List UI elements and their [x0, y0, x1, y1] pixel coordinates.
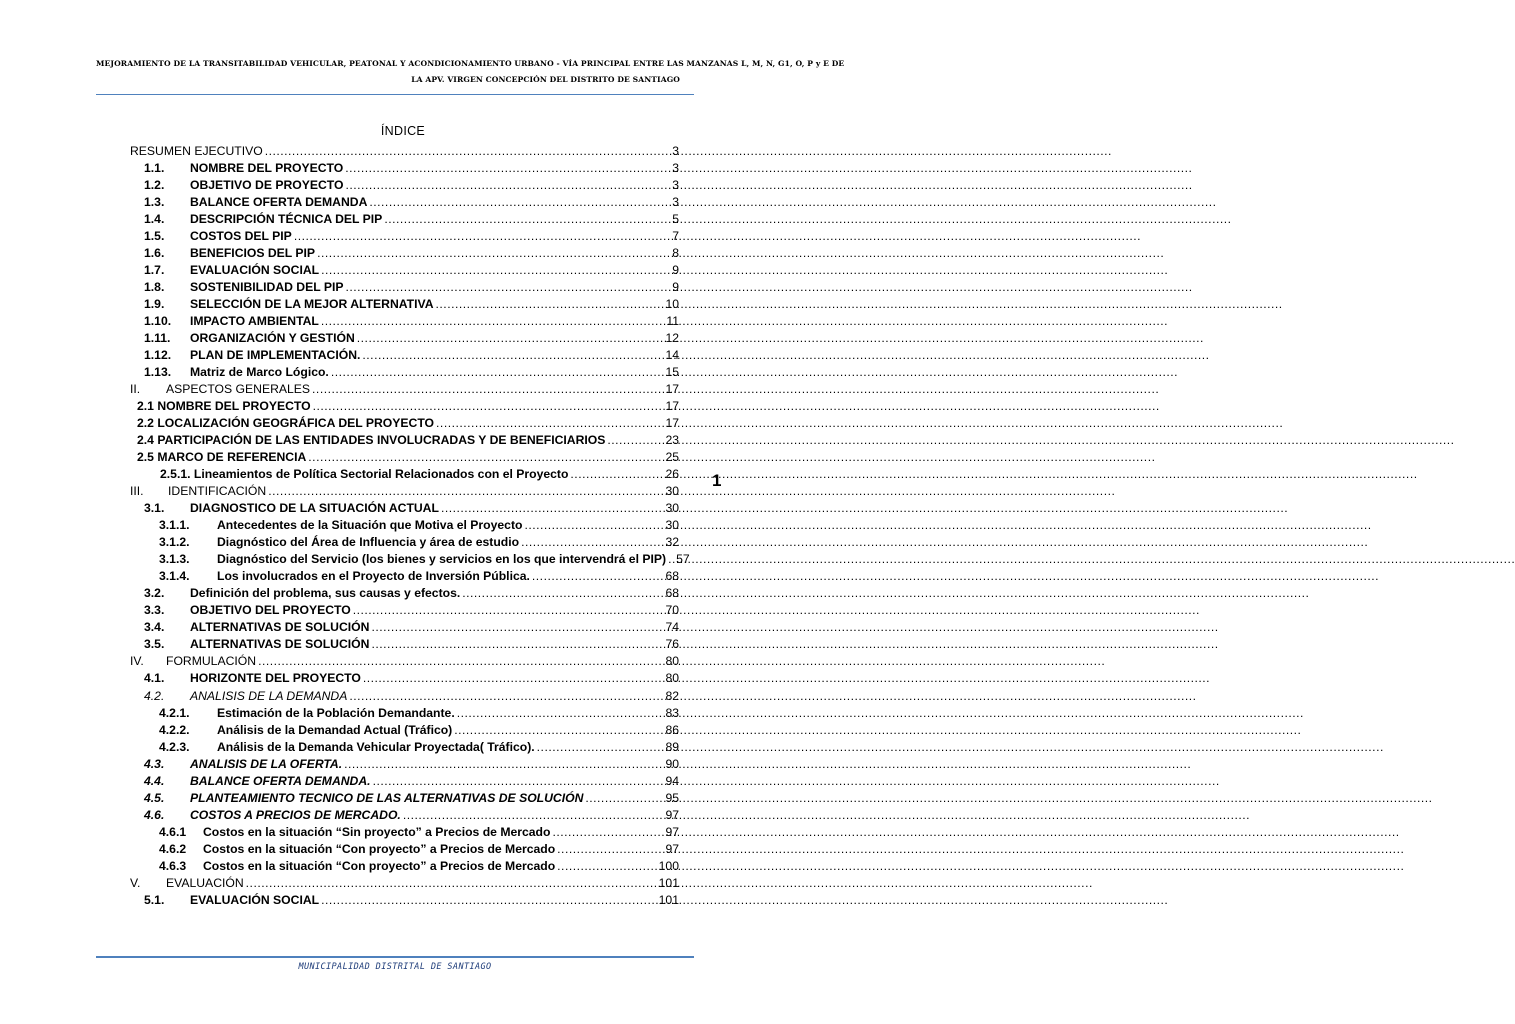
toc-entry[interactable]	[130, 790, 679, 807]
toc-entry-title: PLANTEAMIENTO TECNICO DE LAS ALTERNATIVAS DE SOLUCIÓN	[190, 790, 584, 805]
toc-entry-page: 101	[658, 875, 679, 890]
toc-entry-page: 17	[665, 399, 679, 414]
toc-entry-title: 2.1 NOMBRE DEL PROYECTO	[137, 399, 311, 414]
toc-entry[interactable]	[130, 432, 679, 449]
toc-entry-number: 3.2.	[144, 586, 165, 601]
toc-entry[interactable]	[130, 670, 679, 687]
toc-entry-title: COSTOS DEL PIP	[190, 229, 292, 244]
toc-entry-number: 4.6.3	[159, 858, 187, 873]
toc-entry-page: 94	[665, 773, 679, 788]
toc-entry[interactable]	[130, 517, 679, 534]
toc-entry[interactable]	[130, 347, 679, 364]
toc-entry-page: 83	[665, 705, 679, 720]
toc-entry-title: HORIZONTE DEL PROYECTO	[190, 671, 361, 686]
toc-dot-leader	[371, 619, 663, 636]
toc-entry[interactable]	[130, 330, 679, 347]
toc-entry[interactable]	[130, 534, 679, 551]
toc-dot-leader	[312, 381, 663, 398]
toc-entry-number: 5.1.	[144, 892, 165, 907]
toc-entry[interactable]	[130, 483, 679, 500]
toc-dot-leader	[353, 602, 664, 619]
toc-entry-title: ORGANIZACIÓN Y GESTIÓN	[190, 331, 355, 346]
toc-entry-page: 74	[665, 620, 679, 635]
toc-dot-leader	[369, 194, 670, 211]
toc-entry-page: 10	[665, 297, 679, 312]
toc-entry[interactable]	[130, 585, 679, 602]
toc-entry-number: 4.3.	[144, 756, 165, 771]
toc-entry-title: RESUMEN EJECUTIVO	[130, 144, 263, 158]
toc-dot-leader	[457, 705, 664, 722]
toc-entry-title: NOMBRE DEL PROYECTO	[190, 161, 344, 176]
toc-entry-title: SOSTENIBILIDAD DEL PIP	[190, 280, 344, 295]
toc-dot-leader	[246, 875, 657, 892]
toc-entry-page: 25	[665, 450, 679, 465]
toc-dot-leader	[321, 262, 670, 279]
toc-dot-leader	[441, 500, 664, 517]
toc-entry-page: 14	[665, 348, 679, 363]
toc-entry-number: II.	[130, 382, 141, 397]
toc-entry[interactable]	[130, 177, 679, 194]
toc-entry-number: IV.	[130, 654, 144, 669]
toc-entry-title: Matriz de Marco Lógico.	[190, 365, 329, 380]
toc-dot-leader	[265, 143, 670, 160]
toc-entry-title: IMPACTO AMBIENTAL	[190, 314, 319, 329]
toc-dot-leader	[436, 415, 663, 432]
toc-entry[interactable]	[130, 466, 679, 483]
toc-dot-leader	[362, 347, 663, 364]
toc-dot-leader	[363, 670, 664, 687]
toc-entry-page: 100	[658, 858, 679, 873]
toc-entry-page: 32	[665, 535, 679, 550]
toc-entry-page: 9	[672, 263, 679, 278]
toc-dot-leader	[454, 722, 663, 739]
index-title: ÍNDICE	[380, 124, 426, 138]
toc-entry-title: Antecedentes de la Situación que Motiva el Proyecto	[217, 518, 523, 533]
toc-entry-title: EVALUACIÓN SOCIAL	[190, 892, 320, 907]
toc-entry-title: 2.4 PARTICIPACIÓN DE LAS ENTIDADES INVOLUCRADAS Y DE BENEFICIARIOS	[137, 433, 606, 448]
toc-entry[interactable]	[130, 807, 679, 824]
toc-entry-title: ANALISIS DE LA OFERTA.	[190, 756, 343, 771]
toc-dot-leader	[331, 364, 664, 381]
toc-entry[interactable]	[130, 296, 679, 313]
toc-entry-page: 68	[665, 586, 679, 601]
toc-entry-title: EVALUACIÓN SOCIAL	[190, 263, 320, 278]
toc-dot-leader	[557, 858, 656, 875]
toc-entry-title: BALANCE OFERTA DEMANDA	[190, 195, 368, 210]
toc-dot-leader	[345, 160, 670, 177]
toc-entry-number: 4.2.2.	[159, 722, 190, 737]
toc-entry-page: 101	[658, 892, 679, 907]
toc-dot-leader	[321, 892, 657, 909]
toc-entry-number: 1.7.	[144, 263, 165, 278]
toc-entry-title: SELECCIÓN DE LA MEJOR ALTERNATIVA	[190, 297, 434, 312]
toc-entry-title: Diagnóstico del Área de Influencia y área de estudio	[217, 535, 520, 550]
toc-entry-number: 1.8.	[144, 280, 165, 295]
toc-entry-number: 3.1.1.	[159, 518, 190, 533]
toc-entry[interactable]	[130, 211, 679, 228]
table-of-contents	[130, 143, 690, 909]
toc-entry-page: 5	[672, 212, 679, 227]
toc-entry[interactable]	[130, 653, 679, 670]
toc-dot-leader	[403, 807, 664, 824]
toc-entry-page: 8	[672, 246, 679, 261]
toc-entry[interactable]	[130, 739, 679, 756]
toc-entry-title: BALANCE OFERTA DEMANDA.	[190, 773, 371, 788]
header-divider	[96, 94, 694, 95]
toc-entry[interactable]	[130, 705, 679, 722]
toc-entry-page: 57	[676, 552, 690, 567]
toc-entry-page: 97	[665, 824, 679, 839]
toc-entry-page: 90	[665, 756, 679, 771]
toc-entry-page: 80	[665, 671, 679, 686]
toc-dot-leader	[552, 824, 663, 841]
toc-entry-page: 17	[665, 382, 679, 397]
toc-entry[interactable]	[130, 500, 679, 517]
footer-divider	[96, 956, 694, 958]
toc-entry[interactable]	[130, 858, 679, 875]
toc-entry[interactable]	[130, 160, 679, 177]
toc-entry-number: 4.1.	[144, 671, 165, 686]
toc-entry[interactable]	[130, 262, 679, 279]
page-number: 1	[712, 471, 722, 490]
toc-entry-title: PLAN DE IMPLEMENTACIÓN.	[190, 348, 361, 363]
toc-entry[interactable]	[130, 636, 679, 653]
toc-entry-page: 17	[665, 416, 679, 431]
toc-dot-leader	[357, 330, 664, 347]
toc-entry[interactable]	[130, 824, 679, 841]
toc-entry-number: 4.6.1	[159, 824, 187, 839]
toc-entry-number: 1.12.	[144, 348, 172, 363]
toc-entry-page: 3	[672, 178, 679, 193]
toc-entry-page: 9	[672, 280, 679, 295]
toc-entry-title: DESCRIPCIÓN TÉCNICA DEL PIP	[190, 212, 383, 227]
toc-entry[interactable]	[130, 364, 679, 381]
toc-entry-page: 80	[665, 654, 679, 669]
toc-entry-title: OBJETIVO DE PROYECTO	[190, 178, 344, 193]
toc-entry-title: ANALISIS DE LA DEMANDA	[190, 688, 348, 703]
toc-entry[interactable]	[130, 756, 679, 773]
toc-entry-title: Costos en la situación “Sin proyecto” a Precios de Mercado	[203, 824, 551, 839]
toc-entry[interactable]	[130, 841, 679, 858]
toc-entry-number: 1.1.	[144, 161, 165, 176]
toc-entry[interactable]	[130, 773, 679, 790]
toc-entry[interactable]	[130, 313, 679, 330]
toc-entry-title: Costos en la situación “Con proyecto” a Precios de Mercado	[203, 841, 556, 856]
toc-entry-title: EVALUACIÓN	[166, 875, 244, 890]
toc-entry[interactable]	[130, 228, 679, 245]
header-line-2: LA APV. VIRGEN CONCEPCIÓN DEL DISTRITO DE SANTIAGO	[411, 75, 680, 84]
toc-dot-leader	[462, 585, 663, 602]
toc-dot-leader	[308, 449, 663, 466]
toc-entry[interactable]	[130, 688, 679, 705]
toc-entry-page: 95	[665, 790, 679, 805]
toc-dot-leader	[557, 841, 663, 858]
toc-dot-leader	[294, 228, 670, 245]
toc-entry[interactable]	[130, 398, 679, 415]
toc-entry[interactable]	[130, 381, 679, 398]
toc-entry[interactable]	[130, 245, 679, 262]
toc-entry-number: 4.4.	[144, 773, 165, 788]
toc-dot-leader	[521, 534, 663, 551]
toc-entry-number: 1.6.	[144, 246, 165, 261]
toc-entry-number: 4.5.	[144, 790, 165, 805]
toc-entry-page: 97	[665, 841, 679, 856]
toc-entry-page: 97	[665, 807, 679, 822]
toc-entry[interactable]	[130, 568, 679, 585]
toc-entry-title: ALTERNATIVAS DE SOLUCIÓN	[190, 620, 370, 635]
toc-entry-page: 76	[665, 637, 679, 652]
toc-entry-page: 11	[666, 314, 679, 329]
toc-entry-number: 3.5.	[144, 637, 165, 652]
toc-entry-title: BENEFICIOS DEL PIP	[190, 246, 316, 261]
toc-dot-leader	[532, 568, 664, 585]
toc-entry-number: 1.10.	[144, 314, 172, 329]
toc-entry[interactable]	[130, 279, 679, 296]
toc-entry-number: 1.13.	[144, 365, 172, 380]
toc-entry-title: Estimación de la Población Demandante.	[217, 705, 455, 720]
toc-entry-title: Análisis de la Demandad Actual (Tráfico)	[217, 722, 453, 737]
toc-entry-number: 3.1.3.	[159, 552, 190, 567]
footer-text: MUNICIPALIDAD DISTRITAL DE SANTIAGO	[298, 962, 492, 972]
toc-entry-number: 4.6.2	[159, 841, 187, 856]
toc-entry-page: 30	[665, 501, 679, 516]
toc-entry-title: ALTERNATIVAS DE SOLUCIÓN	[190, 637, 370, 652]
toc-entry[interactable]	[130, 722, 679, 739]
toc-entry-page: 7	[672, 229, 679, 244]
toc-entry-number: 1.4.	[144, 212, 165, 227]
toc-entry-title: DIAGNOSTICO DE LA SITUACIÓN ACTUAL	[190, 501, 439, 516]
toc-entry-number: 1.2.	[144, 178, 165, 193]
toc-entry-title: 2.5.1. Lineamientos de Política Sectorial Relacionados con el Proyecto	[160, 467, 569, 482]
toc-dot-leader	[373, 773, 664, 790]
toc-entry-number: V.	[130, 875, 141, 890]
toc-entry[interactable]	[130, 449, 679, 466]
toc-dot-leader	[313, 398, 664, 415]
toc-entry-page: 3	[672, 144, 679, 158]
toc-dot-leader	[524, 517, 663, 534]
toc-dot-leader	[371, 636, 663, 653]
toc-entry-page: 3	[672, 195, 679, 210]
toc-entry-page: 23	[665, 433, 679, 448]
toc-entry-page: 26	[665, 467, 679, 482]
toc-dot-leader	[258, 653, 663, 670]
toc-entry-page: 12	[665, 331, 679, 346]
toc-entry-title: Costos en la situación “Con proyecto” a Precios de Mercado	[203, 858, 556, 873]
toc-entry-title: ASPECTOS GENERALES	[166, 382, 311, 397]
toc-entry[interactable]	[130, 875, 679, 892]
toc-entry[interactable]	[130, 892, 679, 909]
toc-entry-page: 30	[665, 484, 679, 499]
toc-dot-leader	[346, 177, 671, 194]
toc-entry-title: IDENTIFICACIÓN	[168, 484, 267, 499]
toc-entry[interactable]	[130, 194, 679, 211]
toc-entry-title: 2.2 LOCALIZACIÓN GEOGRÁFICA DEL PROYECTO	[137, 416, 435, 431]
toc-entry-number: 4.2.	[144, 688, 165, 703]
toc-dot-leader	[268, 483, 663, 500]
toc-entry-title: COSTOS A PRECIOS DE MERCADO.	[190, 807, 401, 822]
toc-entry-number: III.	[130, 484, 144, 499]
toc-entry-page: 30	[665, 518, 679, 533]
toc-entry-page: 15	[665, 365, 679, 380]
toc-dot-leader	[321, 313, 664, 330]
toc-entry[interactable]	[130, 143, 679, 160]
toc-entry[interactable]	[130, 602, 679, 619]
toc-entry-number: 4.2.1.	[159, 705, 190, 720]
page-header	[96, 56, 845, 88]
toc-entry-page: 82	[665, 688, 679, 703]
toc-dot-leader	[344, 756, 663, 773]
toc-entry-number: 3.3.	[144, 603, 165, 618]
header-line-1: MEJORAMIENTO DE LA TRANSITABILIDAD VEHICULAR, PEATONAL Y ACONDICIONAMIENTO URBANO - VÍA PRINCIPAL ENTRE LAS MANZANAS L, M, N, G1, O, P y E DE	[96, 59, 845, 68]
toc-dot-leader	[537, 739, 664, 756]
toc-dot-leader	[436, 296, 664, 313]
toc-dot-leader	[384, 211, 670, 228]
toc-entry-page: 68	[665, 569, 679, 584]
toc-dot-leader	[346, 279, 671, 296]
toc-entry-title: Análisis de la Demanda Vehicular Proyectada( Tráfico).	[217, 739, 535, 754]
toc-entry[interactable]	[130, 619, 679, 636]
toc-entry-page: 70	[665, 603, 679, 618]
toc-entry[interactable]	[130, 415, 679, 432]
toc-dot-leader	[570, 466, 663, 483]
toc-entry-number: 3.1.2.	[159, 535, 190, 550]
toc-dot-leader	[607, 432, 663, 449]
toc-entry-title: Diagnóstico del Servicio (los bienes y servicios en los que intervendrá el PIP)	[217, 552, 667, 567]
toc-entry-number: 1.5.	[144, 229, 165, 244]
toc-entry-page: 86	[665, 722, 679, 737]
toc-entry-number: 4.2.3.	[159, 739, 190, 754]
toc-dot-leader	[317, 245, 670, 262]
toc-entry-page: 3	[672, 161, 679, 176]
toc-entry-number: 1.11.	[144, 331, 171, 346]
toc-entry-number: 1.3.	[144, 195, 165, 210]
toc-entry-title: Definición del problema, sus causas y efectos.	[190, 586, 461, 601]
toc-entry-number: 4.6.	[144, 807, 165, 822]
toc-entry-title: FORMULACIÓN	[166, 654, 257, 669]
toc-dot-leader	[585, 790, 663, 807]
toc-entry[interactable]	[130, 551, 690, 568]
toc-entry-number: 1.9.	[144, 297, 165, 312]
toc-entry-title: 2.5 MARCO DE REFERENCIA	[137, 450, 307, 465]
toc-entry-title: Los involucrados en el Proyecto de Inversión Pública.	[217, 569, 530, 584]
toc-entry-number: 3.1.	[144, 501, 165, 516]
toc-entry-number: 3.4.	[144, 620, 165, 635]
toc-entry-title: OBJETIVO DEL PROYECTO	[190, 603, 351, 618]
toc-entry-page: 89	[665, 739, 679, 754]
toc-dot-leader	[349, 688, 663, 705]
toc-entry-number: 3.1.4.	[159, 569, 190, 584]
